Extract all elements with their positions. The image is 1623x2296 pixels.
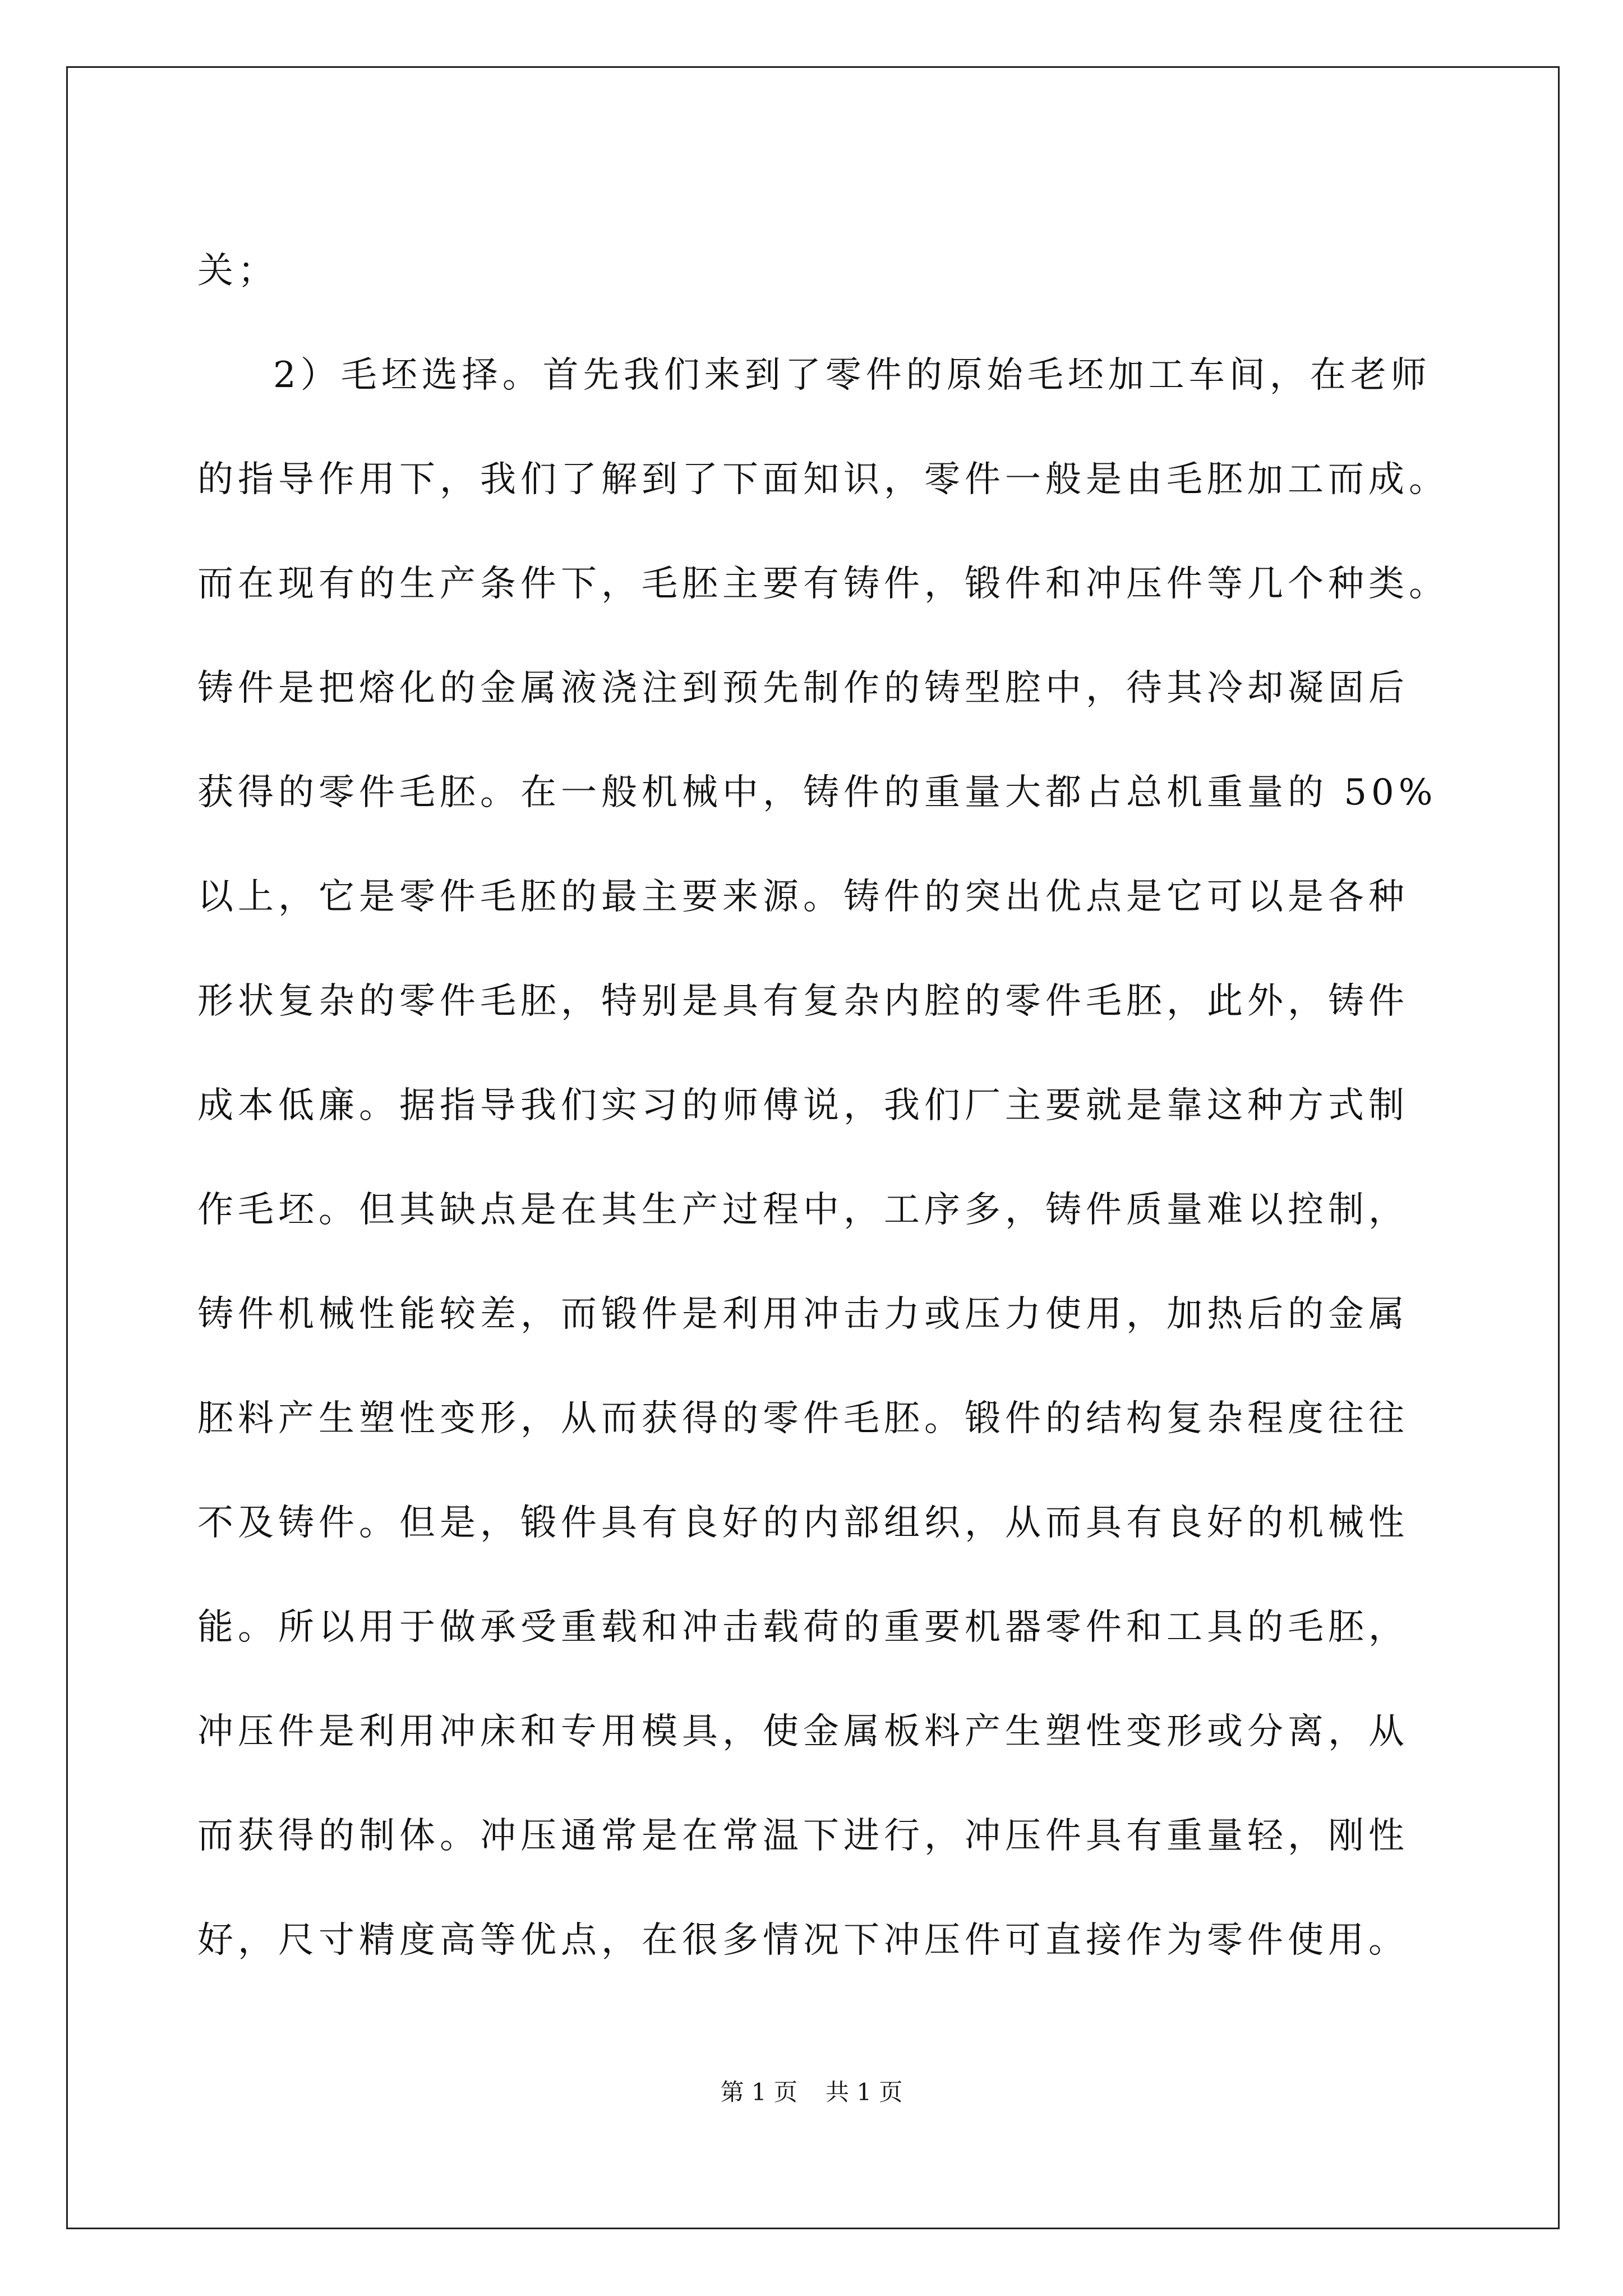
text-line: 以上，它是零件毛胚的最主要来源。铸件的突出优点是它可以是各种 bbox=[197, 876, 1409, 918]
text-line: 而获得的制体。冲压通常是在常温下进行，冲压件具有重量轻，刚性 bbox=[197, 1815, 1409, 1857]
text-line: 而在现有的生产条件下，毛胚主要有铸件，锻件和冲压件等几个种类。 bbox=[197, 563, 1449, 605]
text-line: 胚料产生塑性变形，从而获得的零件毛胚。锻件的结构复杂程度往往 bbox=[197, 1398, 1409, 1439]
body-text bbox=[197, 219, 1449, 1993]
text-line: 形状复杂的零件毛胚，特别是具有复杂内腔的零件毛胚，此外，铸件 bbox=[197, 981, 1409, 1022]
page-number: 第 1 页 bbox=[720, 2078, 797, 2106]
page-footer bbox=[0, 2076, 1623, 2109]
paragraph-start-line: 2）毛坯选择。首先我们来到了零件的原始毛坯加工车间，在老师 bbox=[273, 355, 1431, 396]
text-line: 作毛坯。但其缺点是在其生产过程中，工序多，铸件质量难以控制， bbox=[197, 1189, 1409, 1231]
text-line: 关； bbox=[197, 250, 278, 292]
page-total: 共 1 页 bbox=[826, 2078, 903, 2106]
text-line: 获得的零件毛胚。在一般机械中，铸件的重量大都占总机重量的 50% bbox=[197, 772, 1437, 813]
text-line: 能。所以用于做承受重载和冲击载荷的重要机器零件和工具的毛胚， bbox=[197, 1607, 1409, 1648]
text-line: 的指导作用下，我们了解到了下面知识，零件一般是由毛胚加工而成。 bbox=[197, 459, 1449, 500]
text-line: 铸件机械性能较差，而锻件是利用冲击力或压力使用，加热后的金属 bbox=[197, 1294, 1409, 1335]
text-line: 不及铸件。但是，锻件具有良好的内部组织，从而具有良好的机械性 bbox=[197, 1502, 1409, 1544]
text-line: 冲压件是利用冲床和专用模具，使金属板料产生塑性变形或分离，从 bbox=[197, 1711, 1409, 1752]
text-line: 好，尺寸精度高等优点，在很多情况下冲压件可直接作为零件使用。 bbox=[197, 1920, 1409, 1961]
text-line: 成本低廉。据指导我们实习的师傅说，我们厂主要就是靠这种方式制 bbox=[197, 1085, 1409, 1126]
text-line: 铸件是把熔化的金属液浇注到预先制作的铸型腔中，待其冷却凝固后 bbox=[197, 668, 1409, 709]
